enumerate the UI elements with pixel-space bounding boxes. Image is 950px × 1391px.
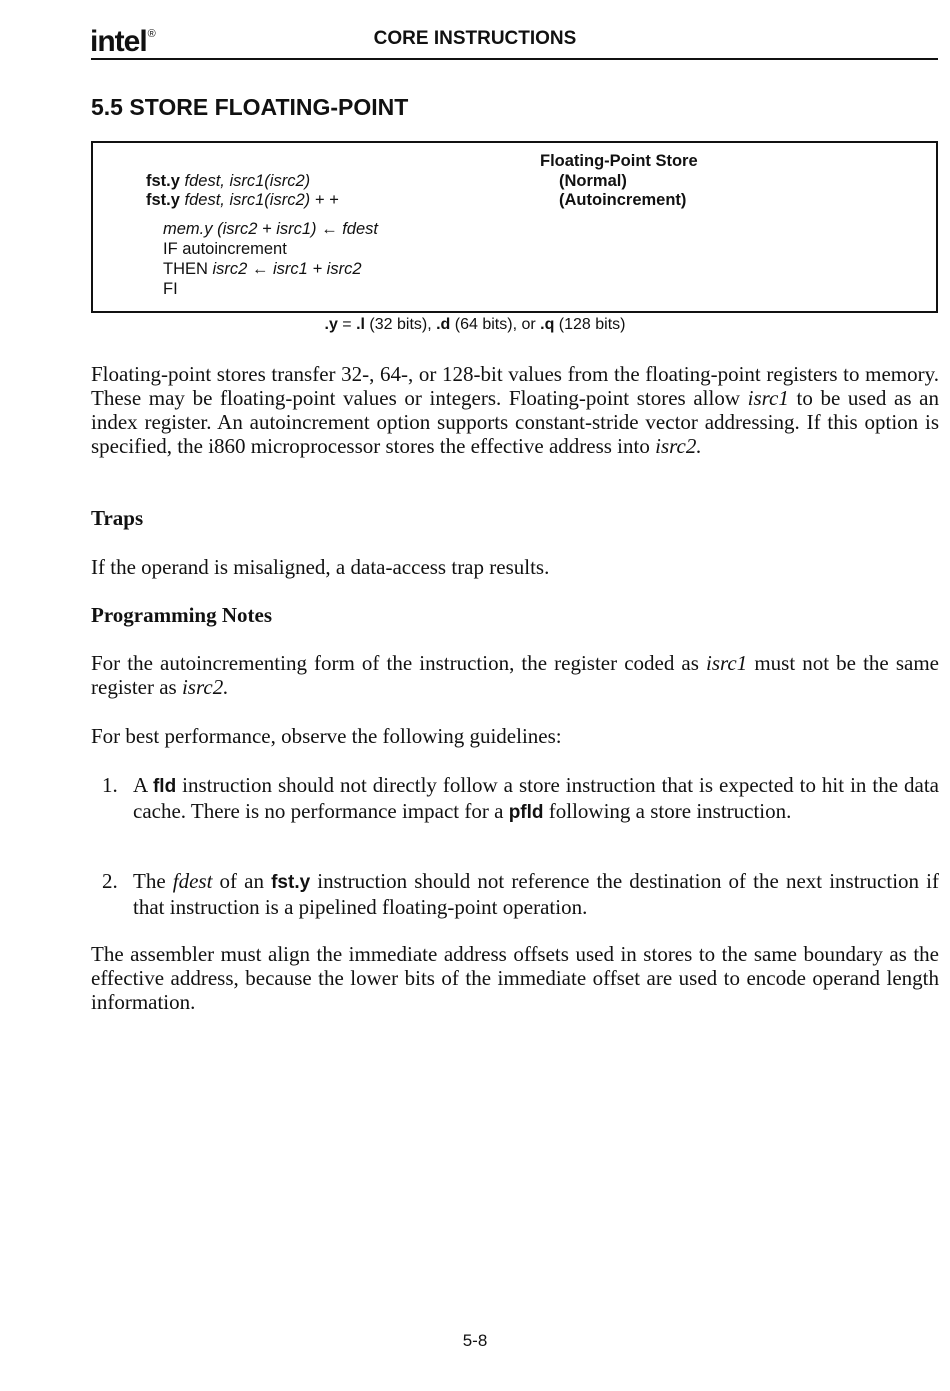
logo-text: intel [90,25,147,58]
operation-line-4: FI [163,280,178,298]
traps-text: If the operand is misaligned, a data-access trap results. [91,555,550,579]
isrc2-term: isrc2. [181,675,229,699]
size-note [0,316,950,334]
then-keyword: THEN [163,260,208,278]
operation-line-2: IF autoincrement [163,240,287,258]
notes-text: must not be the same register as [91,651,939,699]
list-number: 1. [102,773,118,797]
bits-128: (128 bits) [554,316,626,333]
fld-keyword: fld [152,776,177,797]
item-text: The [133,869,173,893]
section-title: 5.5 STORE FLOATING-POINT [91,94,409,120]
description-autoincrement: (Autoincrement) [559,191,687,209]
pfld-keyword: pfld [508,802,544,823]
syntax-op: fst.y [146,191,180,209]
description-normal: (Normal) [559,172,627,190]
header-rule [91,58,938,60]
syntax-op: fst.y [146,172,180,190]
page-number: 5-8 [462,1331,488,1350]
closing-paragraph: The assembler must align the immediate address offsets used in stores to the same boundary as the effective address, because the lower bits of the immediate offset are used to encode operand length information. [91,942,939,1014]
bits-64: (64 bits), or [450,316,541,333]
fsty-keyword: fst.y [271,872,311,893]
guidelines-intro: For best performance, observe the following guidelines: [91,724,562,748]
list-number: 2. [102,869,118,893]
syntax-operands: fdest, isrc1(isrc2) [184,172,311,190]
notes-paragraph [91,651,939,699]
programming-notes-heading: Programming Notes [91,603,272,627]
intro-text: Floating-point stores transfer 32-, 64-, or 128-bit values from the floating-point registers to memory. These may be floating-point values or integers. Floating-point stores allow [91,362,939,410]
item-text: A [133,773,153,797]
operation-text: isrc2 ← isrc1 + isrc2 [212,260,362,278]
isrc1-term: isrc1 [706,651,748,675]
syntax-box [91,141,938,313]
operation-text: mem.y (isrc2 + isrc1) ← fdest [163,220,378,238]
bits-32: (32 bits), [364,316,437,333]
syntax-autoincrement [146,190,339,210]
isrc1-term: isrc1 [747,386,789,410]
intro-text: to be used as an index register. An autoincrement option supports constant-stride vector addressing. If this option is specified, the i860 microprocessor stores the effective address into [91,386,939,458]
traps-heading: Traps [91,506,144,530]
registered-mark: ® [147,28,155,40]
list-item-text [133,869,939,919]
suffix-d: .d [436,316,451,333]
suffix-q: .q [540,316,555,333]
description-title: Floating-Point Store [540,152,698,170]
running-head: CORE INSTRUCTIONS [373,28,577,49]
intro-paragraph [91,362,939,458]
syntax-normal [146,171,310,191]
item-text: following a store instruction. [543,799,792,823]
syntax-operands: fdest, isrc1(isrc2) + + [184,191,339,209]
notes-text: For the autoincrementing form of the instruction, the register coded as [91,651,707,675]
equals: = [337,316,357,333]
list-item-text [133,773,939,825]
suffix-l: .l [356,316,365,333]
fdest-term: fdest [172,869,213,893]
suffix-y: .y [324,316,338,333]
operation-line-1 [163,219,378,239]
item-text: instruction should not reference the destination of the next instruction if that instruction is a pipelined floating-point operation. [133,869,939,919]
item-text: of an [212,869,272,893]
operation-line-3 [163,259,362,279]
item-text: instruction should not directly follow a store instruction that is expected to hit in the data cache. There is no performance impact for a [133,773,939,823]
isrc2-term: isrc2. [655,434,702,458]
